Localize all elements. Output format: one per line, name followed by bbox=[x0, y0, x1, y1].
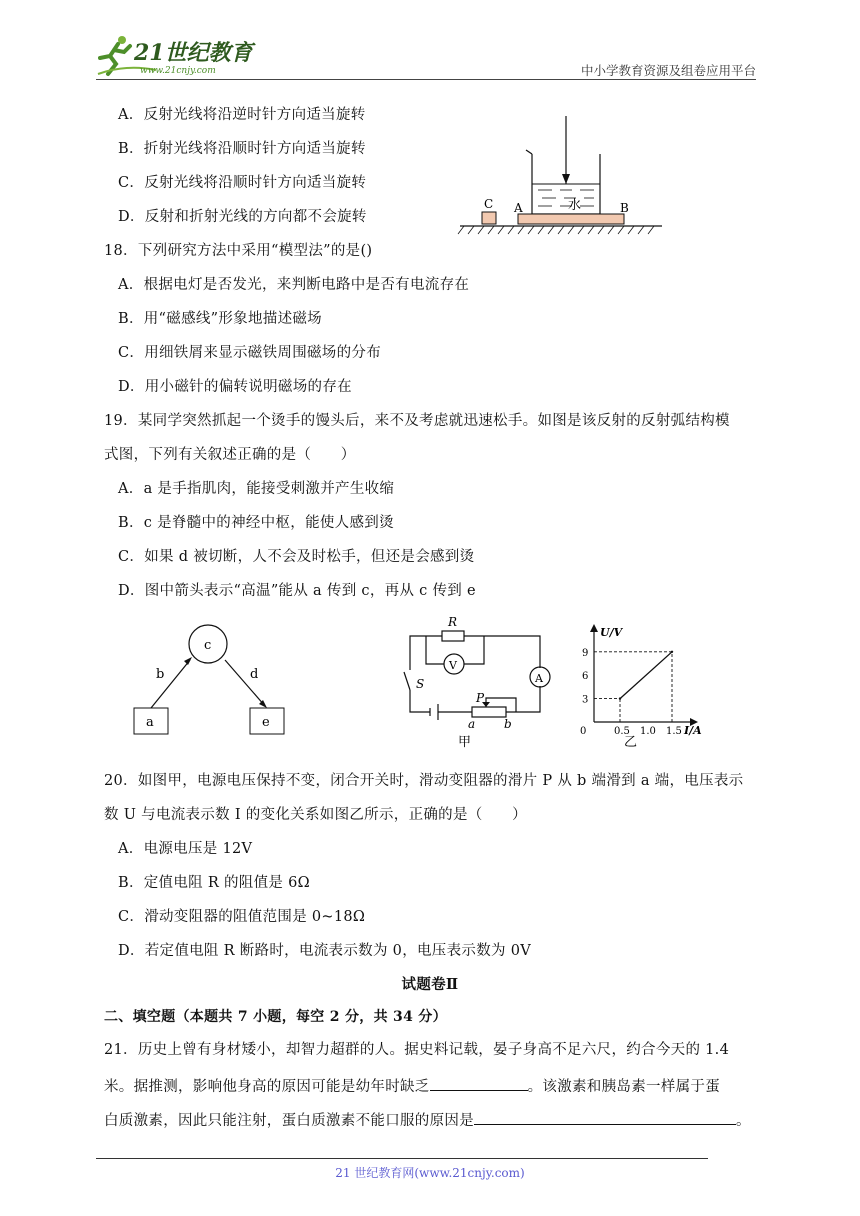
q21-line3-text: 白质激素，因此只能注射，蛋白质激素不能口服的原因是 bbox=[104, 1113, 474, 1129]
q21-line3-end: 。 bbox=[736, 1113, 751, 1129]
logo-url: www.21cnjy.com bbox=[140, 66, 216, 76]
q17-beaker-figure bbox=[456, 112, 666, 238]
q21-line2 bbox=[104, 1074, 720, 1097]
ui-chart bbox=[574, 622, 714, 750]
circuit-figure bbox=[402, 612, 562, 750]
q19-option-c: C．如果 d 被切断，人不会及时松手，但还是会感到烫 bbox=[118, 549, 475, 565]
slider-p-label: P bbox=[476, 691, 485, 705]
q19-stem-line1: 19．某同学突然抓起一个烫手的馒头后，来不及考虑就迅速松手。如图是该反射的反射弧结构模 bbox=[104, 413, 730, 429]
label-b: B bbox=[620, 201, 629, 215]
header-divider bbox=[96, 79, 756, 80]
q20-option-b: B．定值电阻 R 的阻值是 6Ω bbox=[118, 875, 310, 891]
q20-stem-line1: 20．如图甲，电源电压保持不变，闭合开关时，滑动变阻器的滑片 P 从 b 端滑到 a 端，电压表示 bbox=[104, 773, 744, 789]
label-a: A bbox=[514, 201, 523, 215]
voltmeter-label: V bbox=[449, 659, 457, 672]
q21-line2-text: 米。据推测，影响他身高的原因可能是幼年时缺乏 bbox=[104, 1079, 430, 1095]
answer-blank-2[interactable] bbox=[474, 1108, 736, 1125]
chart-y-tick-label: 6 bbox=[582, 671, 589, 683]
q20-option-d: D．若定值电阻 R 断路时，电流表示数为 0，电压表示数为 0V bbox=[118, 943, 531, 959]
edge-b-label: b bbox=[156, 667, 165, 682]
q20-stem-line2: 数 U 与电流表示数 I 的变化关系如图乙所示，正确的是（ ） bbox=[104, 807, 527, 823]
q21-line1: 21．历史上曾有身材矮小，却智力超群的人。据史料记载，晏子身高不足六尺，约合今天的 1.4 bbox=[104, 1042, 730, 1058]
logo-text: 21世纪教育 bbox=[134, 40, 253, 66]
chart-series-line bbox=[620, 652, 672, 699]
node-c-label: c bbox=[204, 638, 212, 653]
chart-y-tick-label: 3 bbox=[582, 694, 589, 706]
rheostat-end-a-label: a bbox=[468, 717, 476, 731]
q21-line2-after: 。该激素和胰岛素一样属于蛋 bbox=[527, 1079, 721, 1095]
site-logo bbox=[96, 34, 266, 78]
footer-text: 21 世纪教育网(www.21cnjy.com) bbox=[335, 1166, 525, 1180]
label-c: C bbox=[484, 197, 494, 211]
chart-data-point bbox=[619, 697, 621, 699]
q18-option-d: D．用小磁针的偏转说明磁场的存在 bbox=[118, 379, 352, 395]
answer-blank-1[interactable] bbox=[430, 1074, 528, 1091]
water-label: 水 bbox=[568, 198, 582, 213]
edge-d-label: d bbox=[250, 667, 259, 682]
q18-option-a: A．根据电灯是否发光，来判断电路中是否有电流存在 bbox=[118, 277, 470, 293]
q21-line3 bbox=[104, 1108, 751, 1131]
chart-y-tick-label: 9 bbox=[582, 647, 589, 659]
section-title: 二、填空题（本题共 7 小题，每空 2 分，共 34 分） bbox=[104, 1009, 447, 1025]
node-a-label: a bbox=[146, 715, 154, 730]
q17-option-b: B．折射光线将沿顺时针方向适当旋转 bbox=[118, 141, 366, 157]
footer-divider bbox=[96, 1158, 708, 1159]
q18-option-c: C．用细铁屑来显示磁铁周围磁场的分布 bbox=[118, 345, 381, 361]
q17-option-c: C．反射光线将沿顺时针方向适当旋转 bbox=[118, 175, 367, 191]
q19-option-a: A．a 是手指肌肉，能接受刺激并产生收缩 bbox=[118, 481, 395, 497]
chart-x-axis-label: I/A bbox=[684, 724, 702, 737]
q17-option-d: D．反射和折射光线的方向都不会旋转 bbox=[118, 209, 367, 225]
chart-x-tick-label: 0.5 bbox=[614, 726, 630, 737]
part2-title: 试题卷Ⅱ bbox=[401, 976, 459, 993]
chart-x-tick-label: 1.0 bbox=[640, 726, 656, 737]
chart-y-axis-label: U/V bbox=[600, 626, 623, 639]
chart-data-point bbox=[671, 651, 673, 653]
q18-stem: 18．下列研究方法中采用“模型法”的是() bbox=[104, 243, 373, 259]
q19-stem-line2: 式图，下列有关叙述正确的是（ ） bbox=[104, 447, 356, 463]
chart-x-tick-label: 0 bbox=[580, 726, 587, 737]
switch-s-label: S bbox=[416, 677, 425, 691]
figure-yi-caption: 乙 bbox=[624, 735, 638, 750]
resistor-r-label: R bbox=[448, 615, 458, 629]
node-e-label: e bbox=[262, 715, 270, 730]
header-platform-text: 中小学教育资源及组卷应用平台 bbox=[580, 63, 756, 78]
q18-option-b: B．用“磁感线”形象地描述磁场 bbox=[118, 311, 322, 327]
q20-option-a: A．电源电压是 12V bbox=[118, 841, 253, 857]
reflex-arc-figure bbox=[126, 620, 296, 740]
ammeter-label: A bbox=[535, 672, 543, 685]
q19-option-d: D．图中箭头表示“高温”能从 a 传到 c，再从 c 传到 e bbox=[118, 583, 476, 599]
q17-option-a: A．反射光线将沿逆时针方向适当旋转 bbox=[118, 107, 366, 123]
figure-jia-caption: 甲 bbox=[458, 735, 472, 750]
rheostat-end-b-label: b bbox=[504, 717, 512, 731]
q20-option-c: C．滑动变阻器的阻值范围是 0~18Ω bbox=[118, 909, 366, 925]
q19-option-b: B．c 是脊髓中的神经中枢，能使人感到烫 bbox=[118, 515, 394, 531]
chart-x-tick-label: 1.5 bbox=[666, 726, 682, 737]
